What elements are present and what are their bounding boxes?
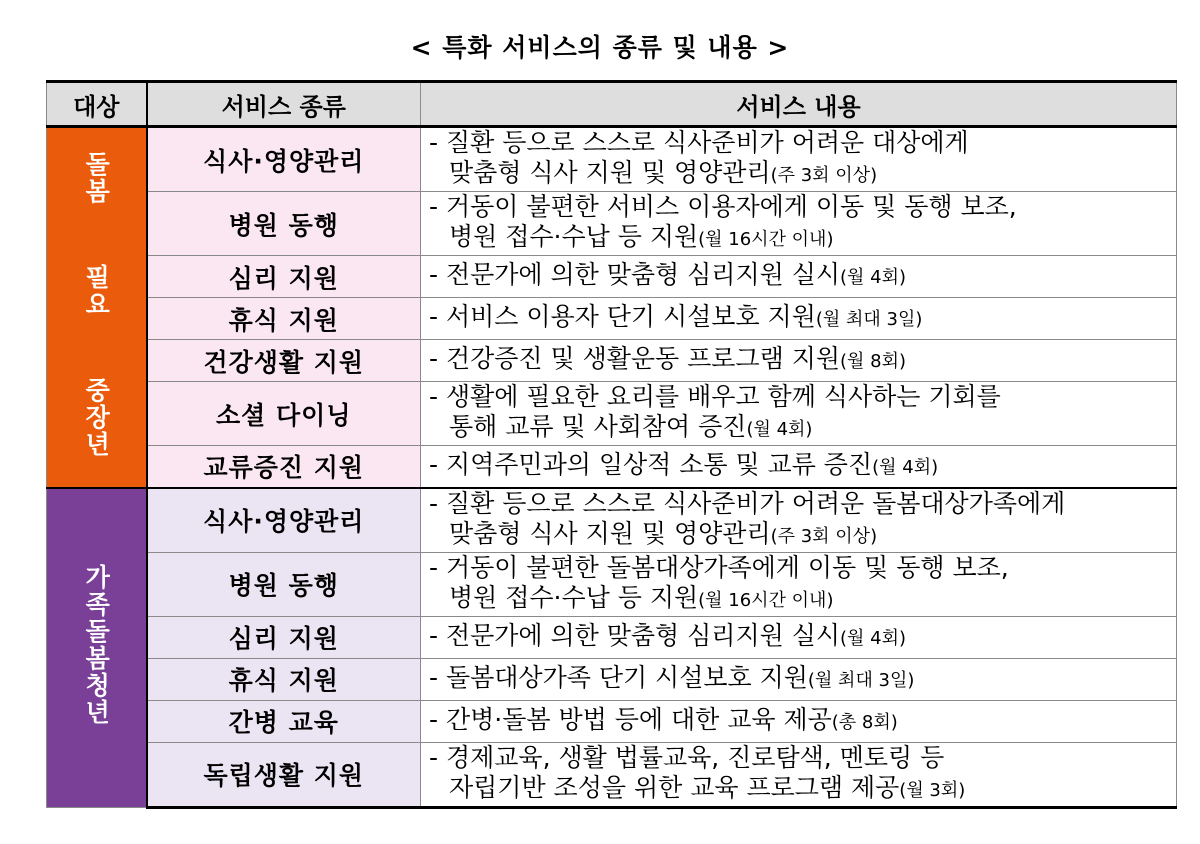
content-line [429,773,1176,806]
target-group-cell [47,488,147,808]
content-line [429,192,1176,222]
content-text: - 거동이 불편한 돌봄대상가족에게 이동 및 동행 보조, [429,552,1009,582]
header-service-type: 서비스 종류 [147,82,421,127]
service-type-cell: 병원 동행 [147,192,421,256]
content-text: 병원 접수·수납 등 지원 [449,582,699,612]
content-note: (주 3회 이상) [770,525,878,547]
table-row [47,700,1177,742]
header-service-content: 서비스 내용 [421,82,1177,127]
content-note: (월 4회) [746,419,813,440]
service-content-cell [421,127,1177,192]
content-line [429,412,1176,445]
content-note: (월 8회) [840,351,907,372]
service-content-cell [421,446,1177,488]
target-group-label: 돌봄 필요 중장년 [81,150,111,458]
target-group-cell [47,127,147,488]
table-row [47,616,1177,658]
content-text: - 경제교육, 생활 법률교육, 진로탐색, 멘토링 등 [429,742,945,772]
content-text: - 생활에 필요한 요리를 배우고 함께 식사하는 기회를 [429,382,1001,411]
service-content-cell [421,700,1177,742]
content-line [429,743,1176,773]
service-type-cell: 건강생활 지원 [147,340,421,382]
content-text: - 건강증진 및 생활운동 프로그램 지원 [429,344,841,373]
table-row [47,382,1177,446]
content-line [429,663,1176,696]
table-row [47,340,1177,382]
service-content-cell [421,256,1177,298]
content-line [429,489,1176,519]
table-row [47,488,1177,553]
content-text: 병원 접수·수납 등 지원 [449,222,699,251]
table-row [47,658,1177,700]
table-row [47,742,1177,807]
service-type-cell: 휴식 지원 [147,298,421,340]
table-row [47,446,1177,488]
content-text: - 전문가에 의한 맞춤형 심리지원 실시 [429,620,841,650]
content-line [429,553,1176,583]
table-row [47,127,1177,192]
service-content-cell [421,488,1177,553]
content-line [429,222,1176,255]
content-line [429,260,1176,293]
content-text: 자립기반 조성을 위한 교육 프로그램 제공 [449,772,900,802]
content-text: - 지역주민과의 일상적 소통 및 교류 증진 [429,449,873,479]
content-note: (월 4회) [840,267,907,288]
content-text: - 전문가에 의한 맞춤형 심리지원 실시 [429,260,841,289]
content-text: - 질환 등으로 스스로 식사준비가 어려운 대상에게 [429,128,969,157]
service-type-cell: 식사·영양관리 [147,488,421,553]
content-text: 맞춤형 식사 지원 및 영양관리 [449,518,771,548]
content-line [429,583,1176,616]
service-type-cell: 심리 지원 [147,616,421,658]
content-note: (월 최대 3일) [815,309,923,330]
content-line [429,519,1176,552]
content-line [429,705,1176,738]
service-content-cell [421,552,1177,616]
target-group-label: 가족돌봄청년 [81,563,111,726]
content-note: (총 8회) [831,711,898,733]
table-header-row [47,82,1177,127]
content-line [429,621,1176,654]
service-table [46,80,1177,809]
table-row [47,192,1177,256]
content-line [429,450,1176,483]
content-text: - 질환 등으로 스스로 식사준비가 어려운 돌봄대상가족에게 [429,488,1066,518]
content-note: (월 16시간 이내) [698,229,834,250]
content-text: - 서비스 이용자 단기 시설보호 지원 [429,302,816,331]
service-type-cell: 휴식 지원 [147,658,421,700]
content-note: (월 4회) [872,456,939,478]
content-text: - 간병·돌봄 방법 등에 대한 교육 제공 [429,704,832,734]
content-note: (월 최대 3일) [807,669,915,691]
service-content-cell [421,382,1177,446]
content-note: (월 4회) [840,627,907,649]
content-line [429,382,1176,412]
content-note: (주 3회 이상) [770,165,878,186]
content-note: (월 16시간 이내) [698,589,834,611]
content-text: 통해 교류 및 사회참여 증진 [449,412,747,441]
content-line [429,128,1176,158]
service-content-cell [421,340,1177,382]
content-note: (월 3회) [899,779,966,801]
service-content-cell [421,192,1177,256]
table-row [47,552,1177,616]
content-line [429,158,1176,191]
service-content-cell [421,616,1177,658]
content-text: 맞춤형 식사 지원 및 영양관리 [449,158,771,187]
service-type-cell: 교류증진 지원 [147,446,421,488]
service-type-cell: 독립생활 지원 [147,742,421,807]
table-row [47,298,1177,340]
service-content-cell [421,742,1177,807]
content-text: - 돌봄대상가족 단기 시설보호 지원 [429,662,808,692]
content-line [429,344,1176,377]
service-type-cell: 간병 교육 [147,700,421,742]
header-target: 대상 [47,82,147,127]
service-content-cell [421,298,1177,340]
content-text: - 거동이 불편한 서비스 이용자에게 이동 및 동행 보조, [429,192,1017,221]
table-body [47,127,1177,808]
service-type-cell: 심리 지원 [147,256,421,298]
content-line [429,302,1176,335]
service-type-cell: 식사·영양관리 [147,127,421,192]
service-type-cell: 소셜 다이닝 [147,382,421,446]
service-type-cell: 병원 동행 [147,552,421,616]
service-content-cell [421,658,1177,700]
page-title: < 특화 서비스의 종류 및 내용 > [410,33,790,62]
table-row [47,256,1177,298]
